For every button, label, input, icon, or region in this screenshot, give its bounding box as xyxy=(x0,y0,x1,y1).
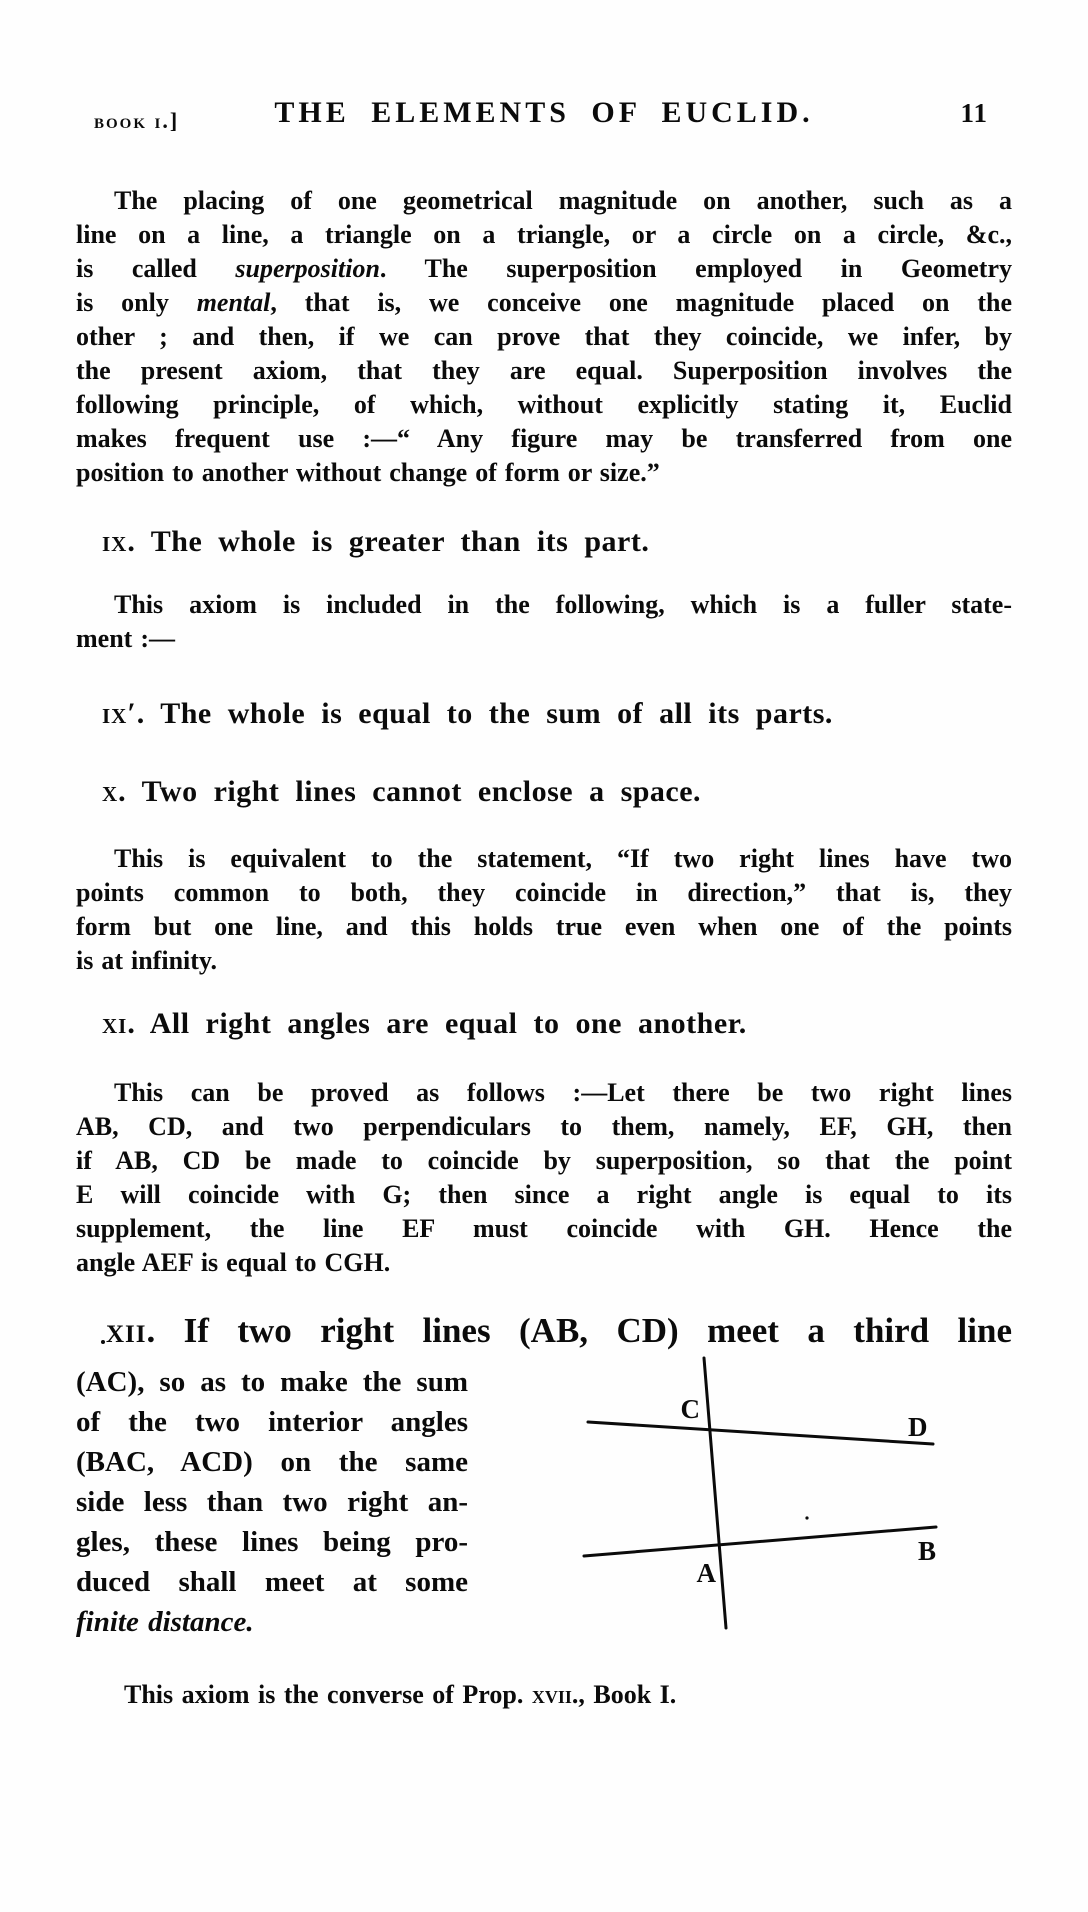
text-line: following principle, of which, without explicitly stating it, Euclid xyxy=(76,390,1012,419)
paragraph-axiom10-note xyxy=(76,842,1012,978)
page-number: 11 xyxy=(960,98,988,128)
text-run: is only xyxy=(76,288,197,317)
roman-numeral: ix xyxy=(102,525,128,558)
text-run: . The superposition employed in Geometry xyxy=(379,254,1012,283)
text-line: This axiom is included in the following, which is a fuller state- xyxy=(114,590,1012,619)
text-line: makes frequent use :—“ Any figure may be transferred from one xyxy=(76,424,1012,453)
text-run: , that is, we conceive one magnitude placed on the xyxy=(270,288,1012,317)
roman-numeral: x xyxy=(102,775,119,808)
roman-numeral: xi xyxy=(102,1007,128,1040)
scan-speck xyxy=(101,1340,105,1344)
text-line: is at infinity. xyxy=(76,946,217,975)
text-line: (AC), so as to make the sum xyxy=(76,1366,468,1398)
text-line: E will coincide with G; then since a right angle is equal to its xyxy=(76,1180,1012,1209)
text-line: gles, these lines being pro- xyxy=(76,1526,468,1558)
point-label-a: A xyxy=(696,1558,716,1588)
text-line: line on a line, a triangle on a triangle, or a circle on a circle, &c., xyxy=(76,220,1012,249)
roman-numeral: xii xyxy=(106,1311,147,1350)
scan-speck xyxy=(805,1516,808,1519)
text-line: (BAC, ACD) on the same xyxy=(76,1446,468,1478)
italic-text: finite distance. xyxy=(76,1606,254,1638)
text-run: This axiom is the converse of Prop. xyxy=(124,1680,532,1709)
axiom-9prime-heading xyxy=(76,694,1038,734)
line-ab xyxy=(584,1527,936,1556)
text-line: duced shall meet at some xyxy=(76,1566,468,1598)
line-cd xyxy=(588,1422,933,1444)
geometry-figure xyxy=(566,1346,958,1646)
italic-text: mental xyxy=(196,288,271,317)
point-label-d: D xyxy=(908,1412,928,1442)
point-label-b: B xyxy=(918,1536,937,1566)
text-line: form but one line, and this holds true even when one of the points xyxy=(76,912,1012,941)
text-line: The placing of one geometrical magnitude on another, such as a xyxy=(114,186,1012,215)
axiom-11-heading xyxy=(76,1004,1038,1044)
text-line: supplement, the line EF must coincide with GH. Hence the xyxy=(76,1214,1012,1243)
converse-note xyxy=(76,1678,1060,1712)
text-line: side less than two right an- xyxy=(76,1486,468,1518)
page-title: THE ELEMENTS OF EUCLID. xyxy=(274,96,814,129)
text-run: . The whole is greater than its part. xyxy=(127,525,650,558)
text-line: other ; and then, if we can prove that they coincide, we infer, by xyxy=(76,322,1012,351)
text-line xyxy=(76,252,1012,286)
text-run: . Two right lines cannot enclose a space. xyxy=(118,775,702,808)
text-line: angle AEF is equal to CGH. xyxy=(76,1248,391,1277)
text-line: This is equivalent to the statement, “If two right lines have two xyxy=(114,844,1012,873)
text-run: . All right angles are equal to one another. xyxy=(127,1007,747,1040)
text-line xyxy=(76,1602,468,1642)
text-line: if AB, CD be made to coincide by superposition, so that the point xyxy=(76,1146,1012,1175)
text-line: points common to both, they coincide in direction,” that is, they xyxy=(76,878,1012,907)
text-line: ment :— xyxy=(76,624,175,653)
axiom-12-body xyxy=(76,1362,468,1642)
roman-numeral: ix′ xyxy=(102,697,137,730)
roman-numeral: xvii xyxy=(531,1680,572,1709)
text-line: of the two interior angles xyxy=(76,1406,468,1438)
book-label: book i.] xyxy=(94,108,180,133)
italic-text: superposition xyxy=(235,254,380,283)
geometry-figure-svg xyxy=(566,1346,958,1646)
point-label-c: C xyxy=(680,1394,700,1424)
axiom-9-heading xyxy=(76,522,1038,562)
text-line: This can be proved as follows :—Let there be two right lines xyxy=(114,1078,1012,1107)
text-run: . The whole is equal to the sum of all its parts. xyxy=(136,697,833,730)
text-run: is called xyxy=(76,254,236,283)
paragraph-superposition xyxy=(76,184,1012,490)
paragraph-axiom9-note xyxy=(76,588,1012,656)
text-run: ., Book I. xyxy=(571,1680,677,1709)
axiom-10-heading xyxy=(76,772,1038,812)
text-line: AB, CD, and two perpendiculars to them, namely, EF, GH, then xyxy=(76,1112,1012,1141)
paragraph-axiom11-note xyxy=(76,1076,1012,1280)
running-header xyxy=(0,96,1088,144)
text-line: the present axiom, that they are equal. Superposition involves the xyxy=(76,356,1012,385)
text-line xyxy=(76,286,1012,320)
text-run: . If two right lines (AB, CD) meet a third line xyxy=(146,1311,1012,1350)
text-line: position to another without change of form or size.” xyxy=(76,458,660,487)
